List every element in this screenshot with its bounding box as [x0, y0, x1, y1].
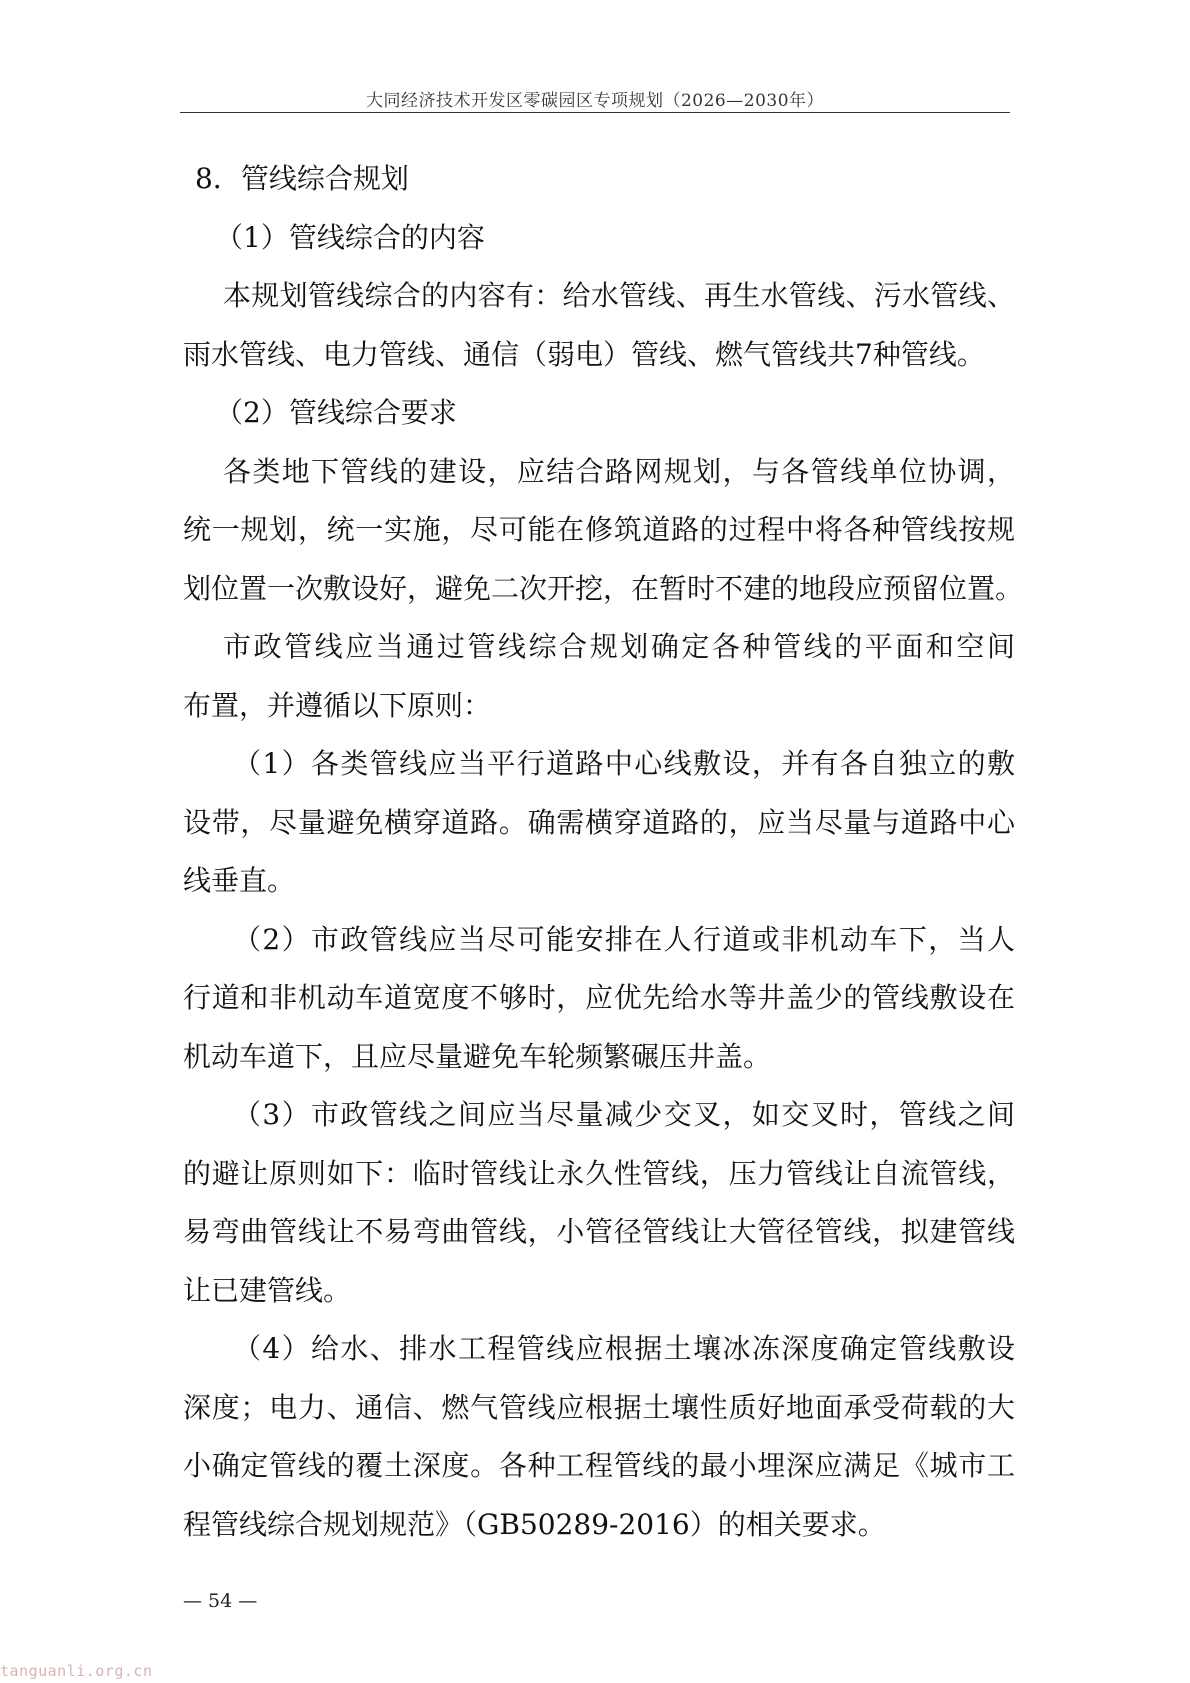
- list-item-line: 机动车道下，且应尽量避免车轮频繁碾压井盖。: [183, 1039, 772, 1073]
- paragraph-line: 布置，并遵循以下原则：: [183, 688, 492, 722]
- subsection-heading: （2）管线综合要求: [215, 396, 457, 429]
- list-item-line: 易弯曲管线让不易弯曲管线，小管径管线让大管径管线，拟建管线: [183, 1215, 1015, 1248]
- list-item-line: 线垂直。: [183, 864, 296, 897]
- paragraph-line: 各类地下管线的建设，应结合路网规划，与各管线单位协调，: [223, 454, 1015, 488]
- paragraph-line: 本规划管线综合的内容有：给水管线、再生水管线、污水管线、: [223, 279, 1015, 312]
- list-item-line: 让已建管线。: [183, 1273, 352, 1307]
- list-item-line: 小确定管线的覆土深度。各种工程管线的最小埋深应满足《城市工: [183, 1449, 1015, 1482]
- page-body: [183, 155, 1024, 1559]
- section-heading: 8．管线综合规划: [195, 162, 409, 195]
- list-item-line: 行道和非机动车道宽度不够时，应优先给水等井盖少的管线敷设在: [183, 981, 1015, 1014]
- paragraph-line: 雨水管线、电力管线、通信（弱电）管线、燃气管线共7种管线。: [183, 337, 985, 371]
- paragraph-line: 统一规划，统一实施，尽可能在修筑道路的过程中将各种管线按规: [183, 513, 1015, 546]
- list-item-line: 程管线综合规划规范》（GB50289-2016）的相关要求。: [183, 1507, 886, 1541]
- subsection-heading: （1）管线综合的内容: [215, 220, 485, 254]
- list-item-line: 的避让原则如下：临时管线让永久性管线，压力管线让自流管线，: [183, 1156, 1015, 1190]
- running-header: 大同经济技术开发区零碳园区专项规划（2026—2030年）: [365, 91, 825, 111]
- list-item-line: 深度；电力、通信、燃气管线应根据土壤性质好地面承受荷载的大: [183, 1390, 1015, 1424]
- page-number: — 54 —: [183, 1590, 258, 1612]
- list-item-line: （4）给水、排水工程管线应根据土壤冰冻深度确定管线敷设: [233, 1332, 1015, 1365]
- header-rule: [180, 112, 1010, 113]
- paragraph-line: 市政管线应当通过管线综合规划确定各种管线的平面和空间: [223, 630, 1015, 663]
- list-item-line: 设带，尽量避免横穿道路。确需横穿道路的，应当尽量与道路中心: [183, 805, 1015, 839]
- paragraph-line: 划位置一次敷设好，避免二次开挖，在暂时不建的地段应预留位置。: [183, 571, 1024, 605]
- list-item-line: （1）各类管线应当平行道路中心线敷设，并有各自独立的敷: [233, 747, 1015, 780]
- watermark: tanguanli.org.cn: [0, 1662, 153, 1680]
- list-item-line: （2）市政管线应当尽可能安排在人行道或非机动车下，当人: [233, 922, 1015, 956]
- list-item-line: （3）市政管线之间应当尽量减少交叉，如交叉时，管线之间: [233, 1098, 1015, 1131]
